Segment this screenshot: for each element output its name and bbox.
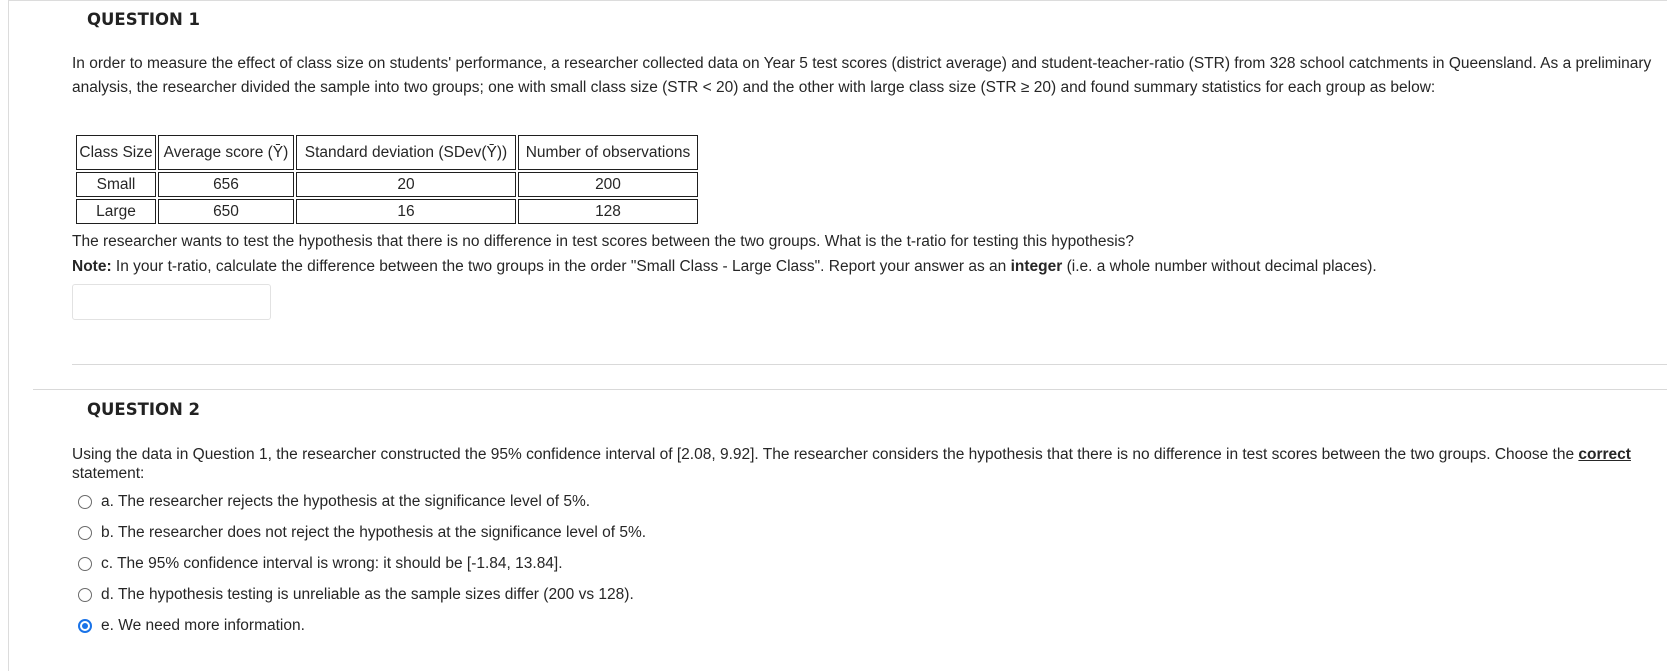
- answer-input[interactable]: [72, 284, 271, 320]
- question-1-note: [72, 255, 1653, 279]
- top-divider: [8, 0, 1667, 1]
- table-cell: Large: [76, 199, 156, 224]
- table-cell: 16: [296, 199, 516, 224]
- option-label: c. The 95% confidence interval is wrong: it should be [-1.84, 13.84].: [101, 555, 563, 572]
- summary-statistics-table: [74, 133, 700, 226]
- radio-button-icon[interactable]: [78, 588, 92, 602]
- option-b[interactable]: [78, 524, 646, 542]
- note-text-start: In your t-ratio, calculate the difference between the two groups in the order "Small Class - Large Class". Report your answer as an: [111, 258, 1011, 275]
- note-emphasis: integer: [1010, 258, 1063, 275]
- prompt-text-start: Using the data in Question 1, the researcher constructed the 95% confidence interval of [2.08, 9.92]. The researcher considers the hypothesis that there is no difference in test scores between the two groups. Choose the: [72, 446, 1579, 463]
- option-d[interactable]: [78, 586, 634, 604]
- table-cell: 200: [518, 172, 698, 197]
- table-header-row: [76, 135, 698, 170]
- question-2-title: QUESTION 2: [87, 400, 201, 419]
- option-a[interactable]: [78, 493, 590, 511]
- option-label: a. The researcher rejects the hypothesis at the significance level of 5%.: [101, 493, 591, 510]
- note-label: Note:: [72, 258, 112, 275]
- header-average-score: Average score (Ȳ): [158, 135, 294, 170]
- header-standard-deviation: Standard deviation (SDev(Ȳ)): [296, 135, 516, 170]
- table-cell: 650: [158, 199, 294, 224]
- option-label: d. The hypothesis testing is unreliable as the sample sizes differ (200 vs 128).: [101, 586, 634, 603]
- table-cell: 128: [518, 199, 698, 224]
- question-separator: [33, 389, 1667, 390]
- left-border: [8, 0, 9, 671]
- table-cell: 656: [158, 172, 294, 197]
- question-1-divider: [72, 364, 1667, 365]
- radio-button-icon[interactable]: [78, 619, 92, 633]
- header-class-size: Class Size: [76, 135, 156, 170]
- question-1-prompt: In order to measure the effect of class size on students' performance, a researcher collected data on Year 5 test scores (district average) and student-teacher-ratio (STR) from 328 school catchments in Queensland. As a preliminary analysis, the researcher divided the sample into two groups; one with small class size (STR < 20) and the other with large class size (STR ≥ 20) and found summary statistics for each group as below:: [72, 55, 1652, 96]
- option-label: e. We need more information.: [101, 617, 305, 634]
- table-cell: 20: [296, 172, 516, 197]
- prompt-text-end: statement:: [72, 465, 145, 482]
- question-2-prompt: [72, 445, 1653, 483]
- radio-button-icon[interactable]: [78, 495, 92, 509]
- question-1-title: QUESTION 1: [87, 10, 201, 29]
- option-label: b. The researcher does not reject the hypothesis at the significance level of 5%.: [101, 524, 647, 541]
- header-observations: Number of observations: [518, 135, 698, 170]
- prompt-emphasis: correct: [1578, 446, 1631, 463]
- option-c[interactable]: [78, 555, 563, 573]
- radio-button-icon[interactable]: [78, 526, 92, 540]
- table-row: [76, 199, 698, 224]
- radio-button-icon[interactable]: [78, 557, 92, 571]
- question-1-text: The researcher wants to test the hypothesis that there is no difference in test scores between the two groups. What is the t-ratio for testing this hypothesis?: [72, 233, 1135, 250]
- table-cell: Small: [76, 172, 156, 197]
- table-row: [76, 172, 698, 197]
- note-text-end: (i.e. a whole number without decimal places).: [1062, 258, 1377, 275]
- option-e[interactable]: [78, 617, 305, 635]
